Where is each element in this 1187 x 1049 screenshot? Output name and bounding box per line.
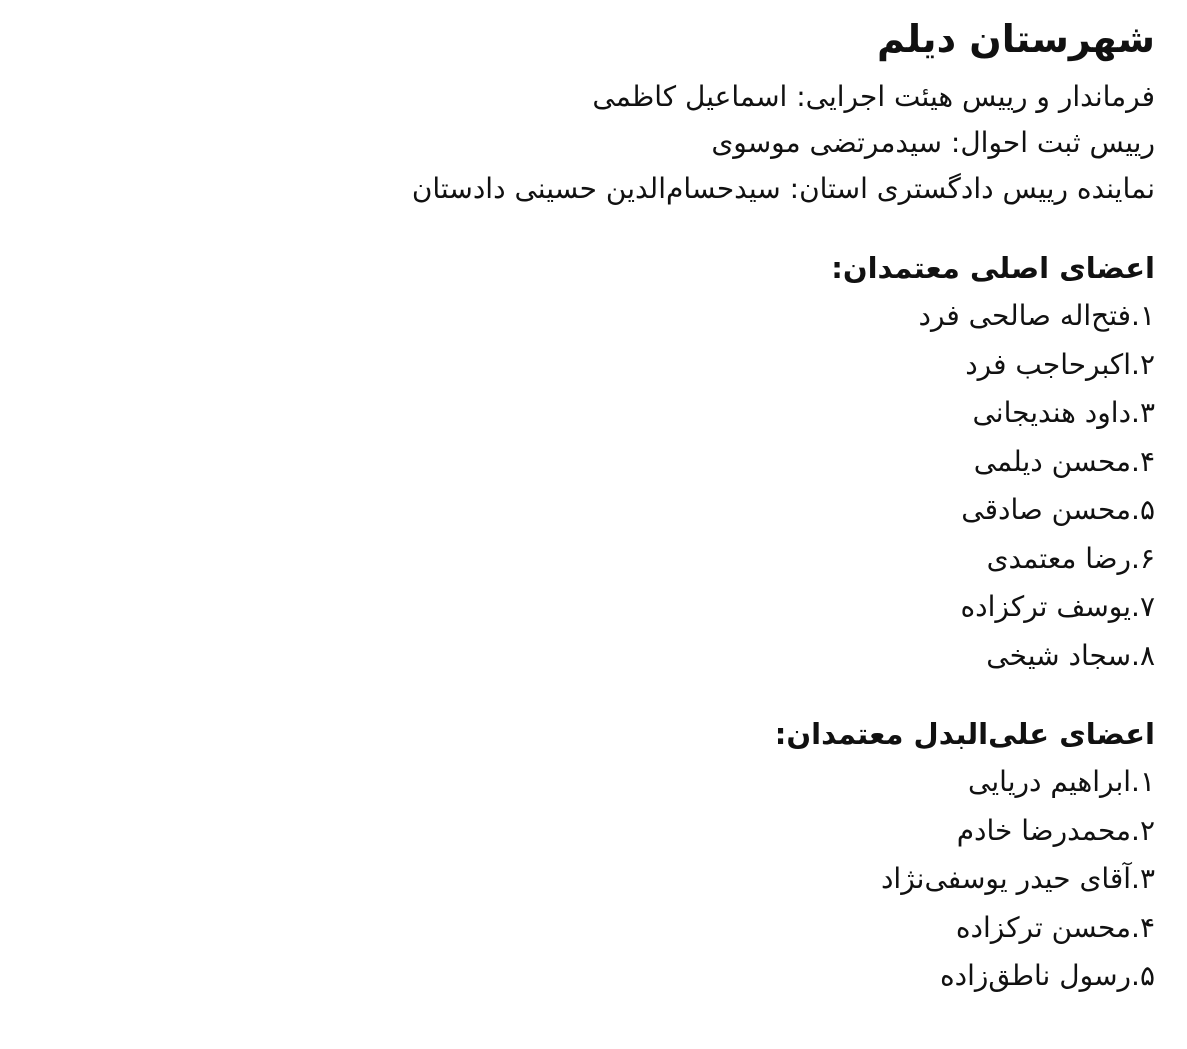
main-members-section <box>32 244 1155 680</box>
list-item: ۳.آقای حیدر یوسفی‌نژاد <box>880 862 1155 895</box>
list-item: ۱.ابراهیم دریایی <box>968 765 1155 798</box>
alternate-members-list <box>32 758 1155 1001</box>
list-item: ۵.رسول ناطق‌زاده <box>939 959 1155 992</box>
list-item: ۳.داود هندیجانی <box>972 396 1155 429</box>
list-item: ۵.محسن صادقی <box>961 493 1155 526</box>
page-title: شهرستان دیلم <box>877 17 1155 61</box>
list-item: ۲.اکبرحاجب فرد <box>965 347 1155 381</box>
list-item: ۶.رضا معتمدی <box>986 541 1155 575</box>
main-members-heading: اعضای اصلی معتمدان: <box>831 251 1155 285</box>
main-members-list <box>32 292 1155 680</box>
governor-line: فرماندار و رییس هیئت اجرایی: اسماعیل کاظمی <box>592 80 1155 113</box>
judiciary-representative-line: نماینده رییس دادگستری استان: سیدحسام‌الدین حسینی دادستان <box>411 172 1155 205</box>
list-item: ۴.محسن دیلمی <box>973 444 1155 478</box>
alternate-members-heading: اعضای علی‌البدل معتمدان: <box>774 717 1155 751</box>
alternate-members-section <box>32 710 1155 1001</box>
list-item: ۴.محسن ترکزاده <box>955 910 1155 944</box>
civil-registry-head-line: رییس ثبت احوال: سیدمرتضی موسوی <box>711 126 1155 159</box>
list-item: ۱.فتح‌اله صالحی فرد <box>918 299 1155 332</box>
officials-info <box>32 74 1155 212</box>
list-item: ۲.محمدرضا خادم <box>956 813 1155 847</box>
list-item: ۷.یوسف ترکزاده <box>960 590 1155 623</box>
list-item: ۸.سجاد شیخی <box>986 638 1155 672</box>
